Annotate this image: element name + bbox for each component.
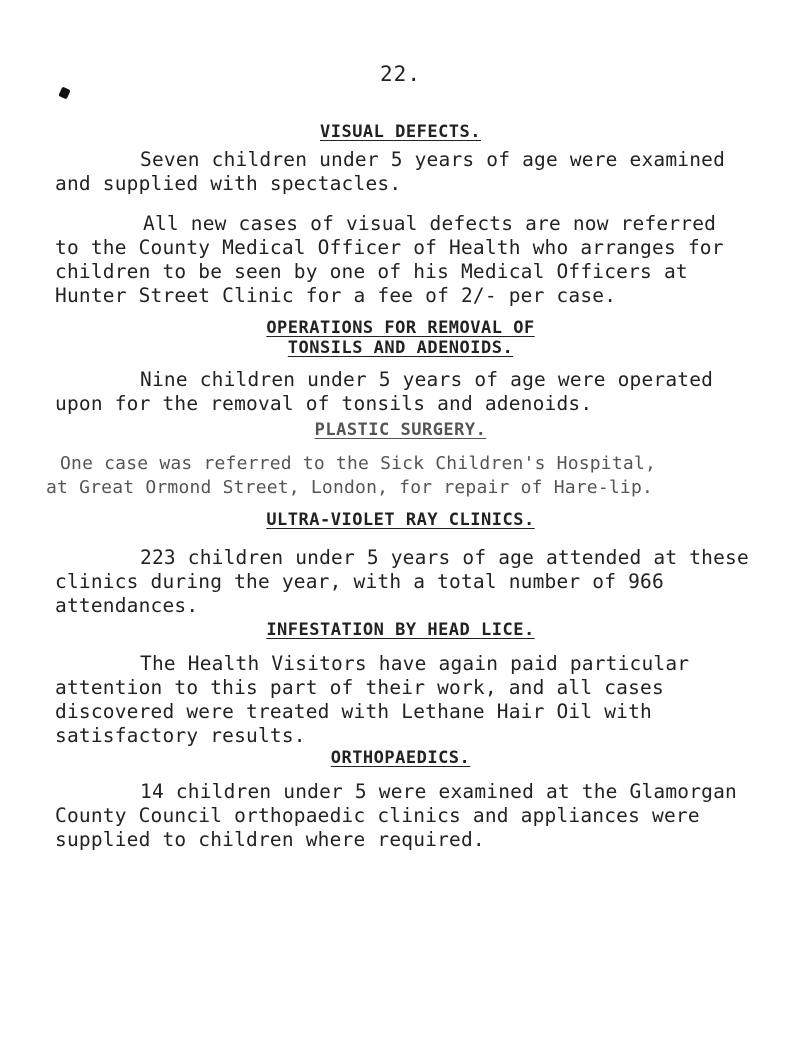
page-number: 22.	[380, 62, 421, 86]
text-line: 223 children under 5 years of age attended at these	[140, 546, 749, 569]
paragraph-visual-1	[55, 148, 780, 196]
paragraph-tonsils	[55, 368, 780, 416]
text-line: discovered were treated with Lethane Hair Oil with	[55, 700, 652, 723]
text-line: All new cases of visual defects are now referred	[143, 212, 717, 235]
text-line: clinics during the year, with a total number of 966	[55, 570, 664, 593]
paragraph-visual-2	[55, 212, 780, 308]
paragraph-orthopaedics	[55, 780, 780, 852]
heading-text: VISUAL DEFECTS.	[319, 122, 482, 142]
text-line: upon for the removal of tonsils and adenoids.	[55, 392, 593, 415]
text-line: Nine children under 5 years of age were operated	[140, 368, 714, 391]
heading-text: PLASTIC SURGERY.	[314, 420, 487, 440]
ink-mark	[58, 87, 70, 100]
text-line: 14 children under 5 were examined at the Glamorgan	[140, 780, 737, 803]
paragraph-plastic-surgery	[46, 452, 780, 500]
heading-orthopaedics	[0, 748, 801, 768]
paragraph-head-lice	[55, 652, 780, 748]
text-line: children to be seen by one of his Medical Officers at	[55, 260, 688, 283]
heading-tonsils-adenoids	[0, 318, 801, 358]
heading-head-lice	[0, 620, 801, 640]
text-line: One case was referred to the Sick Children's Hospital,	[60, 453, 656, 474]
text-line: County Council orthopaedic clinics and appliances were	[55, 804, 700, 827]
heading-text: INFESTATION BY HEAD LICE.	[266, 620, 535, 640]
text-line: Hunter Street Clinic for a fee of 2/- per case.	[55, 284, 617, 307]
text-line: satisfactory results.	[55, 724, 306, 747]
heading-plastic-surgery	[0, 420, 801, 440]
heading-text: OPERATIONS FOR REMOVAL OF	[266, 318, 535, 338]
heading-text: ULTRA-VIOLET RAY CLINICS.	[266, 510, 535, 530]
text-line: to the County Medical Officer of Health who arranges for	[55, 236, 724, 259]
heading-visual-defects	[0, 122, 801, 142]
text-line: Seven children under 5 years of age were examined	[140, 148, 726, 171]
text-line: attention to this part of their work, and all cases	[55, 676, 664, 699]
text-line: The Health Visitors have again paid particular	[140, 652, 690, 675]
heading-ultra-violet	[0, 510, 801, 530]
text-line: attendances.	[55, 594, 199, 617]
text-line: supplied to children where required.	[55, 828, 485, 851]
text-line: at Great Ormond Street, London, for repair of Hare-lip.	[46, 477, 654, 498]
heading-text: ORTHOPAEDICS.	[330, 748, 471, 768]
heading-text: TONSILS AND ADENOIDS.	[287, 338, 514, 358]
text-line: and supplied with spectacles.	[55, 172, 402, 195]
paragraph-ultra-violet	[55, 546, 780, 618]
